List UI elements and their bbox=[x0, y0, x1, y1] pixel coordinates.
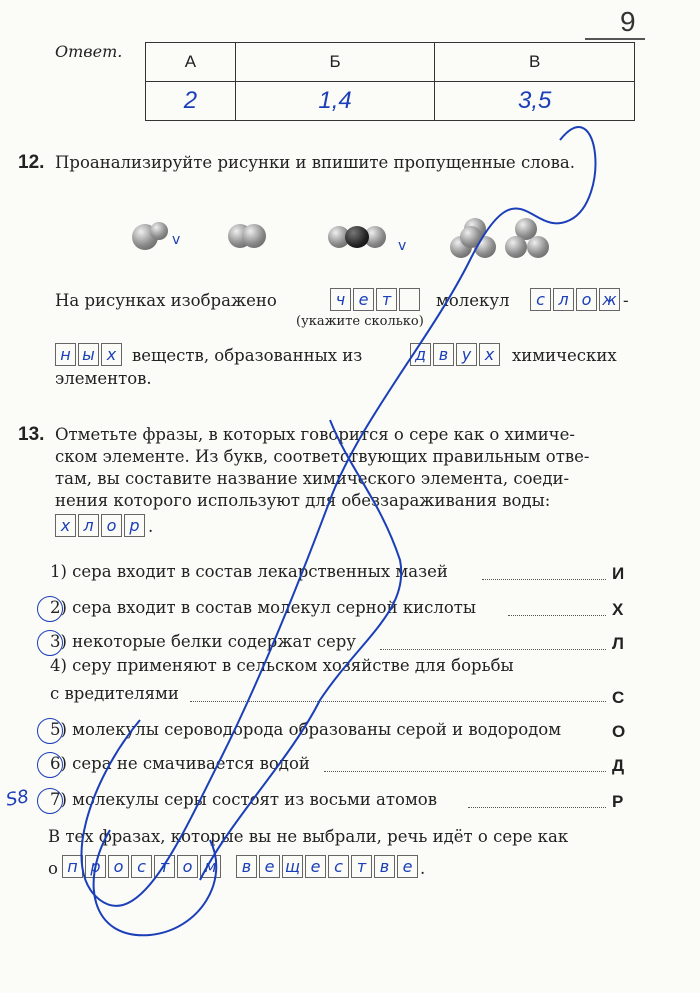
statement-5: 5) молекулы сероводорода образованы серой и водородом bbox=[50, 720, 562, 739]
answer-value-c[interactable]: 3,5 bbox=[435, 82, 635, 121]
closing-word-2-cells[interactable] bbox=[236, 855, 420, 878]
answer-cell[interactable]: т bbox=[351, 855, 372, 878]
answer-cell[interactable]: о bbox=[108, 855, 129, 878]
answer-cell[interactable]: т bbox=[154, 855, 175, 878]
answer-cell[interactable]: х bbox=[479, 343, 500, 366]
answer-value-a[interactable]: 2 bbox=[146, 82, 236, 121]
check-mark-icon: v bbox=[172, 232, 181, 248]
answer-cell[interactable]: с bbox=[530, 288, 551, 311]
answer-cell[interactable]: в bbox=[433, 343, 454, 366]
q12-line1-start: На рисунках изображено bbox=[55, 291, 277, 310]
answer-cell[interactable]: м bbox=[200, 855, 221, 878]
answer-cell[interactable]: у bbox=[456, 343, 477, 366]
prompt-line: нения которого используют для обеззараживания воды: bbox=[55, 491, 551, 510]
question-12-number: 12. bbox=[18, 152, 45, 173]
answer-cell[interactable]: с bbox=[131, 855, 152, 878]
answer-header-c: В bbox=[435, 43, 635, 82]
page-number: 9 bbox=[620, 6, 636, 37]
answer-header-b: Б bbox=[235, 43, 435, 82]
answer-cell[interactable]: х bbox=[55, 514, 76, 537]
prompt-line: ском элементе. Из букв, соответствующих правильным отве- bbox=[55, 447, 590, 466]
statement-4: 4) серу применяют в сельском хозяйстве для борьбы bbox=[50, 656, 514, 675]
statement-2: 2) сера входит в состав молекул серной кислоты bbox=[50, 598, 477, 617]
compound-cells-2[interactable] bbox=[55, 343, 124, 366]
statement-4-letter: С bbox=[612, 688, 625, 707]
statement-1: 1) сера входит в состав лекарственных мазей bbox=[50, 562, 448, 581]
answer-cell[interactable]: е bbox=[259, 855, 280, 878]
answer-table bbox=[145, 42, 635, 121]
question-13-number: 13. bbox=[18, 424, 45, 445]
answer-cell[interactable]: п bbox=[62, 855, 83, 878]
answer-header-a: А bbox=[146, 43, 236, 82]
statement-1-letter: И bbox=[612, 564, 625, 583]
compound-cells-1[interactable] bbox=[530, 288, 622, 311]
answer-cell[interactable]: о bbox=[177, 855, 198, 878]
page-number-rule bbox=[585, 38, 645, 40]
answer-cell[interactable]: в bbox=[236, 855, 257, 878]
statement-6: 6) сера не смачивается водой bbox=[50, 754, 310, 773]
answer-cell[interactable] bbox=[399, 288, 420, 311]
q12-line1-mid: молекул bbox=[436, 291, 510, 310]
statement-4-cont: с вредителями bbox=[50, 684, 179, 703]
statement-7-letter: Р bbox=[612, 792, 624, 811]
answer-cell[interactable]: о bbox=[576, 288, 597, 311]
answer-label: Ответ. bbox=[55, 42, 123, 61]
hint-text: (укажите сколько) bbox=[296, 314, 424, 329]
answer-cell[interactable]: в bbox=[374, 855, 395, 878]
q12-line2-mid: веществ, образованных из bbox=[132, 346, 363, 365]
answer-cell[interactable]: е bbox=[397, 855, 418, 878]
closing-line: В тех фразах, которые вы не выбрали, речь идёт о сере как bbox=[48, 827, 569, 846]
answer-cell[interactable]: н bbox=[55, 343, 76, 366]
statement-2-letter: Х bbox=[612, 600, 624, 619]
element-count-cells[interactable] bbox=[410, 343, 502, 366]
answer-cell[interactable]: т bbox=[376, 288, 397, 311]
question-12-prompt: Проанализируйте рисунки и впишите пропущенные слова. bbox=[55, 153, 575, 172]
count-cells[interactable] bbox=[330, 288, 422, 311]
statement-6-letter: Д bbox=[612, 756, 625, 775]
answer-cell[interactable]: р bbox=[124, 514, 145, 537]
answer-cell[interactable]: л bbox=[78, 514, 99, 537]
answer-cell[interactable]: щ bbox=[282, 855, 303, 878]
answer-cell[interactable]: е bbox=[353, 288, 374, 311]
margin-note: S8 bbox=[4, 786, 31, 811]
element-name-cells[interactable] bbox=[55, 514, 147, 537]
q12-line3: элементов. bbox=[55, 369, 152, 388]
answer-table-value-row bbox=[146, 82, 635, 121]
prompt-line: там, вы составите название химического элемента, соеди- bbox=[55, 469, 570, 488]
check-mark-icon: v bbox=[398, 238, 407, 254]
answer-cell[interactable]: р bbox=[85, 855, 106, 878]
answer-cell[interactable]: ы bbox=[78, 343, 99, 366]
closing-o: о bbox=[48, 859, 58, 878]
statement-3-letter: Л bbox=[612, 634, 624, 653]
answer-cell[interactable]: ч bbox=[330, 288, 351, 311]
statement-5-letter: О bbox=[612, 722, 626, 741]
answer-cell[interactable]: х bbox=[101, 343, 122, 366]
prompt-line: Отметьте фразы, в которых говорится о сере как о химиче- bbox=[55, 425, 575, 444]
answer-table-header-row bbox=[146, 43, 635, 82]
answer-cell[interactable]: о bbox=[101, 514, 122, 537]
answer-value-b[interactable]: 1,4 bbox=[235, 82, 435, 121]
answer-cell[interactable]: е bbox=[305, 855, 326, 878]
statement-7: 7) молекулы серы состоят из восьми атомов bbox=[50, 790, 438, 809]
closing-word-1-cells[interactable] bbox=[62, 855, 223, 878]
statement-3: 3) некоторые белки содержат серу bbox=[50, 632, 357, 651]
answer-cell[interactable]: д bbox=[410, 343, 431, 366]
question-13-prompt bbox=[55, 424, 630, 512]
answer-cell[interactable]: с bbox=[328, 855, 349, 878]
answer-cell[interactable]: л bbox=[553, 288, 574, 311]
answer-cell[interactable]: ж bbox=[599, 288, 620, 311]
q12-line2-end: химических bbox=[512, 346, 617, 365]
